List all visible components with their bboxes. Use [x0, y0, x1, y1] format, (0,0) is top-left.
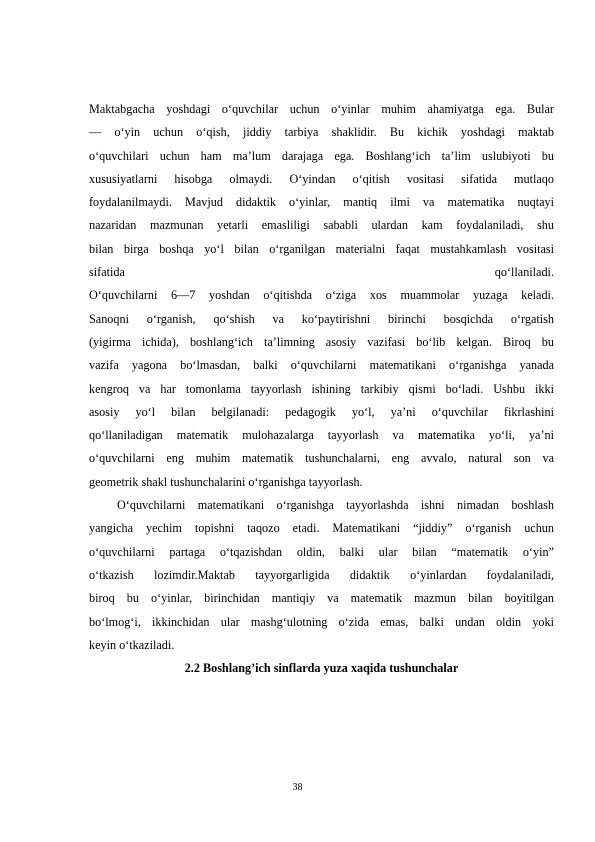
text-line: foydalanilmaydi. Mavjud didaktik o‘yinlar, mantiq ilmi va matematika nuqtayi — [89, 195, 554, 210]
section-heading: 2.2 Boshlang’ich sinflarda yuza xaqida tushunchalar — [184, 661, 459, 676]
text-line: (yigirma ichida), boshlang‘ich ta’limning asosiy vazifasi bo‘lib kelgan. Biroq bu — [89, 334, 554, 349]
text-line: Maktabgacha yoshdagi o‘quvchilar uchun o‘yinlar muhim ahamiyatga ega. Bular — [89, 102, 554, 116]
text-line: biroq bu o‘yinlar, birinchidan mantiqiy va matematik mazmun bilan boyitilgan — [89, 591, 554, 606]
text-line: keyin o‘tkaziladi. — [89, 637, 175, 652]
page-number: 38 — [292, 782, 303, 793]
text-line: kengroq va har tomonlama tayyorlash ishining tarkibiy qismi bo‘ladi. Ushbu ikki — [89, 381, 554, 396]
text-line: bo‘lmog‘i, ikkinchidan ular mashg‘ulotning o‘zida emas, balki undan oldin yoki — [89, 614, 554, 629]
text-line: vazifa yagona bo‘lmasdan, balki o‘quvchilarni matematikani o‘rganishga yanada — [89, 358, 554, 373]
text-line: o‘quvchilarni partaga o‘tqazishdan oldin, balki ular bilan “matematik o‘yin” — [89, 544, 554, 559]
text-line: o‘tkazish lozimdir.Maktab tayyorgarligida didaktik o‘yinlardan foydalaniladi, — [89, 567, 554, 582]
text-line: qo‘llaniladigan matematik mulohazalarga tayyorlash va matematika yo‘li, ya’ni — [89, 428, 554, 443]
text-fragment: sifatida — [89, 265, 125, 280]
text-line: bilan birga boshqa yo‘l bilan o‘rganilgan materialni faqat mustahkamlash vositasi — [89, 241, 554, 256]
text-line: O‘quvchilarni 6—7 yoshdan o‘qitishda o‘ziga xos muammolar yuzaga keladi. — [89, 288, 554, 303]
text-line: Sanoqni o‘rganish, qo‘shish va ko‘paytirishni birinchi bosqichda o‘rgatish — [89, 311, 554, 326]
text-line: o‘quvchilari uchun ham ma’lum darajaga ega. Boshlang‘ich ta’lim uslubiyoti bu — [89, 148, 554, 163]
text-line — [89, 261, 554, 284]
text-line: — o‘yin uchun o‘qish, jiddiy tarbiya shaklidir. Bu kichik yoshdagi maktab — [89, 125, 554, 140]
text-line: o‘quvchilarni eng muhim matematik tushunchalarni, eng avvalo, natural son va — [89, 451, 554, 466]
text-line: yangicha yechim topishni taqozo etadi. Matematikani “jiddiy” o‘rganish uchun — [89, 521, 554, 536]
text-line: O‘quvchilarni matematikani o‘rganishga tayyorlashda ishni nimadan boshlash — [117, 498, 554, 513]
body-text — [89, 98, 554, 680]
text-line: asosiy yo‘l bilan belgilanadi: pedagogik yo‘l, ya’ni o‘quvchilar fikrlashini — [89, 404, 554, 419]
text-line: nazaridan mazmunan yetarli emasliligi sababli ulardan kam foydalaniladi, shu — [89, 218, 554, 233]
text-line: xususiyatlarni hisobga olmaydi. O‘yindan o‘qitish vositasi sifatida mutlaqo — [89, 171, 554, 186]
text-line: geometrik shakl tushunchalarini o‘rganishga tayyorlash. — [89, 474, 363, 489]
text-fragment: qo‘llaniladi. — [494, 265, 554, 280]
